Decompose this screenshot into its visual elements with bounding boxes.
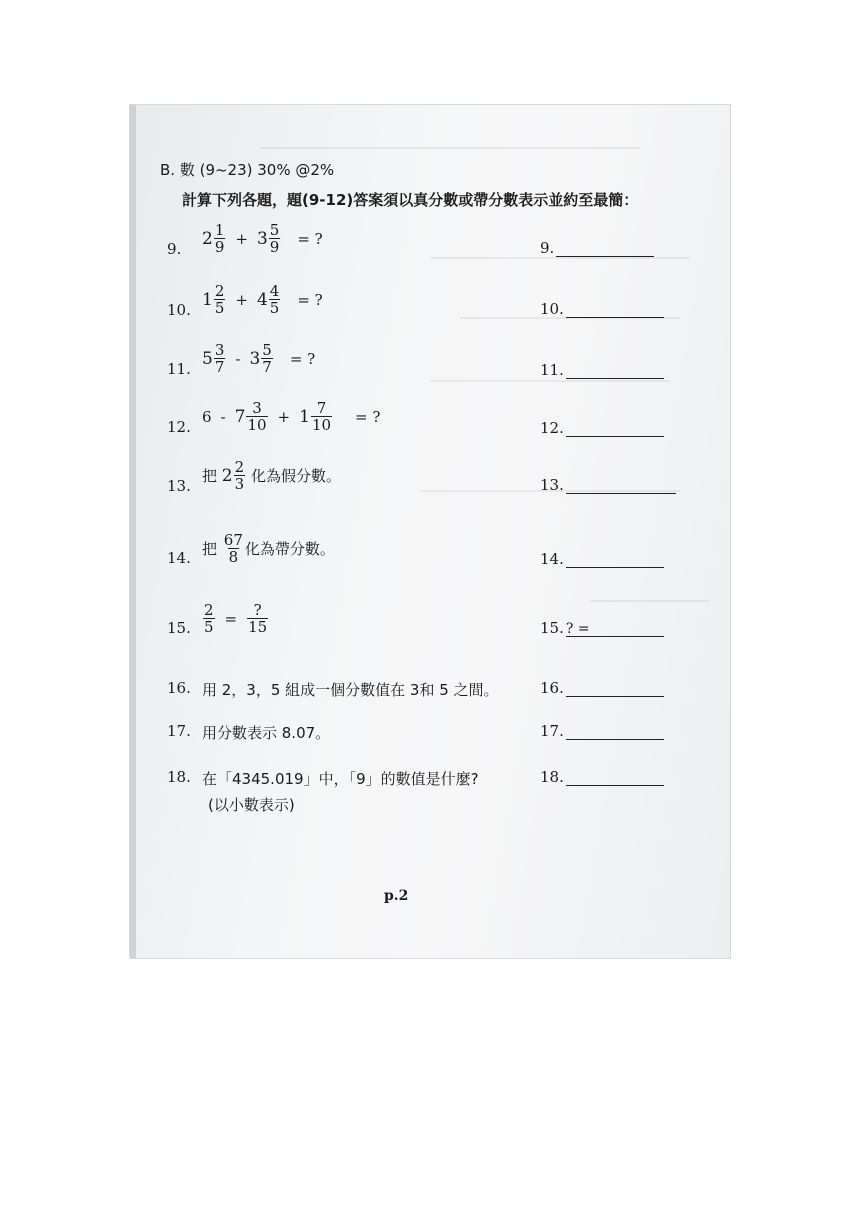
question-number: 18. <box>167 768 191 786</box>
page-number: p.2 <box>384 888 409 904</box>
instructions: 計算下列各題，題(9-12)答案須以真分數或帶分數表示並約至最簡： <box>182 191 639 209</box>
worksheet-page <box>130 105 730 958</box>
answer-17[interactable]: 17. <box>540 722 664 740</box>
answer-13[interactable]: 13. <box>540 476 676 494</box>
question-10-expression: 1 $\frac{2}{5}$ + 4 $\frac{4}{5}$ = ? <box>202 282 323 317</box>
answer-12[interactable]: 12. <box>540 419 664 437</box>
question-17-text: 用分數表示 8.07。 <box>202 724 331 742</box>
question-14-expression: 把 $\frac{67}{8}$ 化為帶分數。 <box>202 531 335 566</box>
answer-blank[interactable] <box>566 363 664 379</box>
bleed-through-mark <box>590 600 710 602</box>
question-number: 14. <box>167 549 191 567</box>
answer-blank[interactable] <box>566 770 664 786</box>
answer-blank[interactable] <box>566 681 664 697</box>
answer-blank[interactable] <box>566 724 664 740</box>
question-15-expression: $\frac{2}{5}$ = $\frac{?}{15}$ <box>204 601 268 636</box>
bleed-through-mark <box>260 147 640 149</box>
answer-10[interactable]: 10. <box>540 300 664 318</box>
question-12-expression: 6 - 7 $\frac{3}{10}$ + 1 $\frac{7}{10}$ = ? <box>202 399 381 434</box>
answer-15[interactable]: 15. ? = <box>540 619 664 637</box>
question-18-note: (以小數表示) <box>208 796 295 814</box>
question-number: 12. <box>167 418 191 436</box>
question-number: 11. <box>167 360 191 378</box>
answer-blank[interactable] <box>566 552 664 568</box>
answer-blank[interactable] <box>566 421 664 437</box>
answer-18[interactable]: 18. <box>540 768 664 786</box>
question-13-expression: 把 2 $\frac{2}{3}$ 化為假分數。 <box>202 458 341 493</box>
question-11-expression: 5 $\frac{3}{7}$ - 3 $\frac{5}{7}$ = ? <box>202 341 316 376</box>
answer-14[interactable]: 14. <box>540 550 664 568</box>
question-18-text: 在「4345.019」中，「9」的數值是什麼? <box>202 770 479 788</box>
question-number: 9. <box>167 240 182 258</box>
question-number: 13. <box>167 477 191 495</box>
question-number: 15. <box>167 619 191 637</box>
section-title: B. 數 (9~23) 30% @2% <box>160 161 335 179</box>
question-number: 10. <box>167 301 191 319</box>
answer-blank[interactable] <box>556 241 654 257</box>
answer-11[interactable]: 11. <box>540 361 664 379</box>
answer-16[interactable]: 16. <box>540 679 664 697</box>
question-16-text: 用 2，3，5 組成一個分數值在 3和 5 之間。 <box>202 681 499 699</box>
answer-blank[interactable] <box>566 478 676 494</box>
question-9-expression: 2 $\frac{1}{9}$ + 3 $\frac{5}{9}$ = ? <box>202 221 323 256</box>
answer-blank[interactable] <box>566 302 664 318</box>
bleed-through-mark <box>430 257 690 259</box>
answer-blank[interactable]: ? = <box>566 621 664 637</box>
question-number: 16. <box>167 679 191 697</box>
question-number: 17. <box>167 722 191 740</box>
answer-9[interactable]: 9. <box>540 239 654 257</box>
bleed-through-mark <box>430 380 670 382</box>
